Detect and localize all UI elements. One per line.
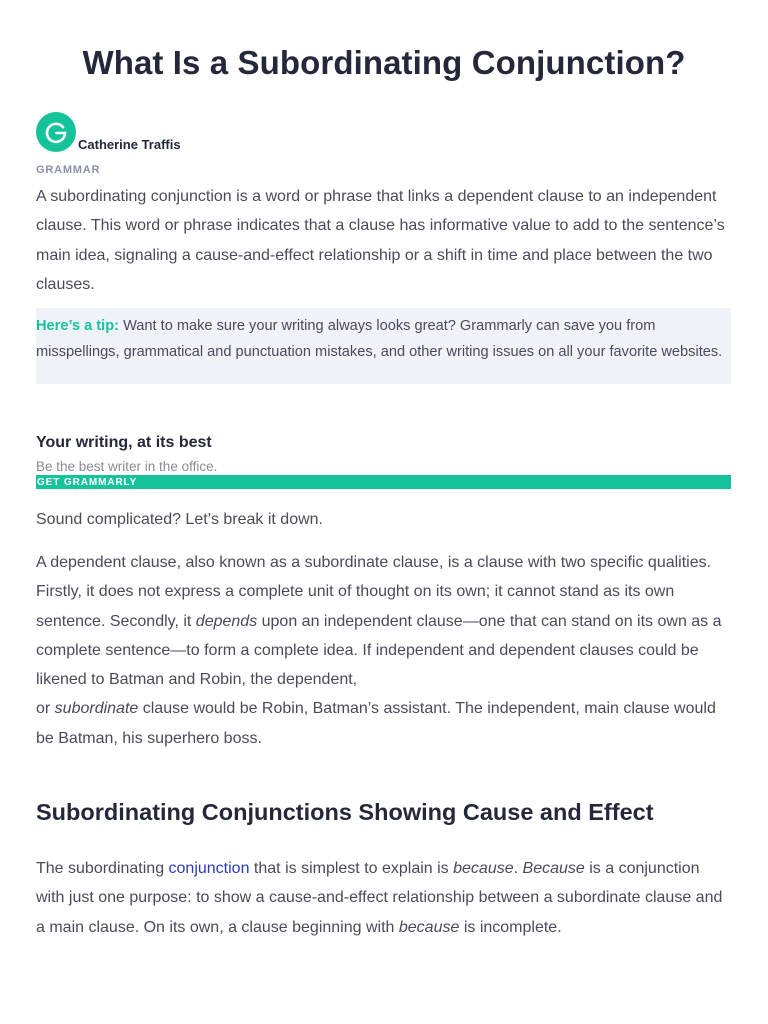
body-paragraph: Sound complicated? Let’s break it down. xyxy=(36,511,323,528)
emphasis-text: because xyxy=(398,918,460,936)
text-run: that is simplest to explain is xyxy=(249,860,454,877)
conjunction-link[interactable]: conjunction xyxy=(168,860,250,877)
page-title: What Is a Subordinating Conjunction? xyxy=(82,44,686,81)
section-heading: Subordinating Conjunctions Showing Cause and Effect xyxy=(36,799,654,825)
emphasis-text: subordinate xyxy=(54,700,139,718)
get-grammarly-button[interactable]: GET GRAMMARLY xyxy=(36,475,731,489)
emphasis-text: Because xyxy=(522,860,585,877)
promo-title: Your writing, at its best xyxy=(36,434,212,451)
text-run: upon an independent clause—one that can stand on its own as a complete sentence—to form a complete idea. If independent and dependent clauses could be likened to Batman and Robin, the dependent, xyxy=(36,612,722,689)
text-run: clause would be Robin, Batman’s assistant. The independent, main clause would be Batman, his superhero boss. xyxy=(36,700,716,747)
tip-text: Want to make sure your writing always looks great? Grammarly can save you from misspellings, grammatical and punctuation mistakes, and other writing issues on all your favorite websites. xyxy=(36,318,723,360)
text-run: . xyxy=(513,860,523,877)
grammarly-logo-icon xyxy=(36,112,76,152)
tip-box xyxy=(36,308,731,384)
emphasis-text: depends xyxy=(195,612,258,630)
author-name[interactable]: Catherine Traffis xyxy=(78,137,181,152)
text-run: The subordinating xyxy=(36,860,169,877)
text-run: is incomplete. xyxy=(459,918,562,936)
category-tag[interactable]: GRAMMAR xyxy=(36,164,101,176)
text-run: is a conjunction with just one purpose: to show a cause-and-effect relationship between a subordinate clause and a main clause. On its own, a clause beginning with xyxy=(36,860,723,936)
tip-label: Here’s a tip: xyxy=(36,318,119,334)
text-run: or xyxy=(36,700,55,718)
text-run: A dependent clause, also known as a subordinate clause, is a clause with two specific qualities. Firstly, it does not express a complete unit of thought on its own; it cannot stand as its own sentence. Secondly, it xyxy=(36,554,712,630)
intro-paragraph: A subordinating conjunction is a word or phrase that links a dependent clause to an independent clause. This word or phrase indicates that a clause has informative value to add to the sentence’s main idea, signaling a cause-and-effect relationship or a shift in time and place between the two clauses. xyxy=(36,188,725,293)
body-paragraph xyxy=(36,854,726,942)
emphasis-text: because xyxy=(453,860,514,877)
body-paragraph xyxy=(36,548,728,753)
promo-subtitle: Be the best writer in the office. xyxy=(36,459,218,474)
author-byline xyxy=(36,112,181,152)
